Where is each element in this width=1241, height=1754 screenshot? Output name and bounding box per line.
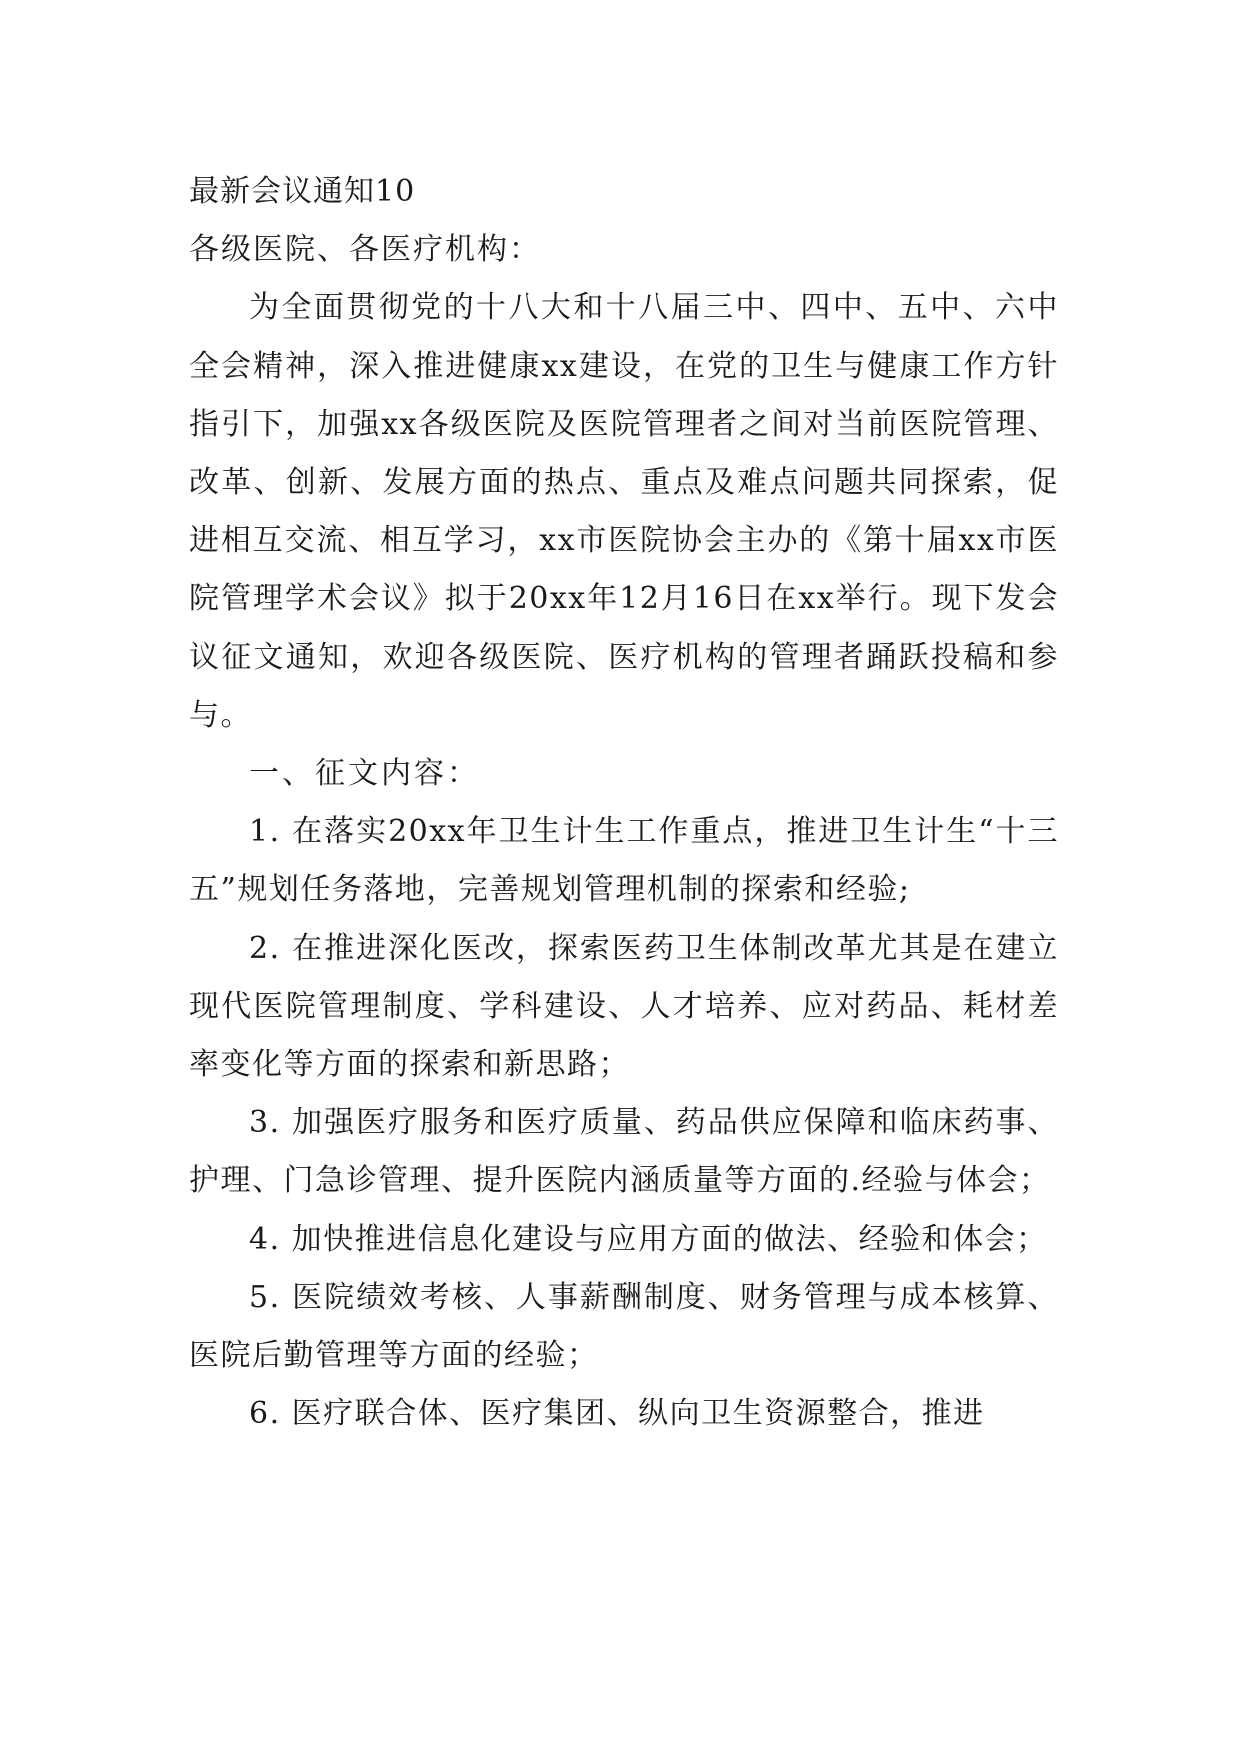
list-item: 1. 在落实20xx年卫生计生工作重点，推进卫生计生“十三五”规划任务落地，完善规划管理机制的探索和经验;: [189, 814, 1059, 908]
list-item: 6. 医疗联合体、医疗集团、纵向卫生资源整合，推进: [249, 1396, 985, 1432]
list-item: 4. 加快推进信息化建设与应用方面的做法、经验和体会；: [249, 1221, 1048, 1257]
list-item: 5. 医院绩效考核、人事薪酬制度、财务管理与成本核算、医院后勤管理等方面的经验；: [189, 1279, 1059, 1374]
list-item: 2. 在推进深化医改，探索医药卫生体制改革尤其是在建立现代医院管理制度、学科建设、人才培养、应对药品、耗材差率变化等方面的探索和新思路；: [189, 930, 1059, 1083]
document-title: 最新会议通知10: [189, 174, 416, 209]
salutation: 各级医院、各医疗机构：: [189, 232, 541, 268]
list-item: 3. 加强医疗服务和医疗质量、药品供应保障和临床药事、护理、门急诊管理、提升医院内涵质量等方面的.经验与体会；: [189, 1105, 1059, 1199]
section-heading: 一、征文内容：: [249, 756, 480, 792]
document-body: [189, 163, 1059, 1443]
intro-paragraph: 为全面贯彻党的十八大和十八届三中、四中、五中、六中全会精神，深入推进健康xx建设，在党的卫生与健康工作方针指引下，加强xx各级医院及医院管理者之间对当前医院管理、改革、创新、发展方面的热点、重点及难点问题共同探索，促进相互交流、相互学习，xx市医院协会主办的《第十届xx市医院管理学术会议》拟于20xx年12月16日在xx举行。现下发会议征文通知，欢迎各级医院、医疗机构的管理者踊跃投稿和参与。: [189, 290, 1059, 733]
